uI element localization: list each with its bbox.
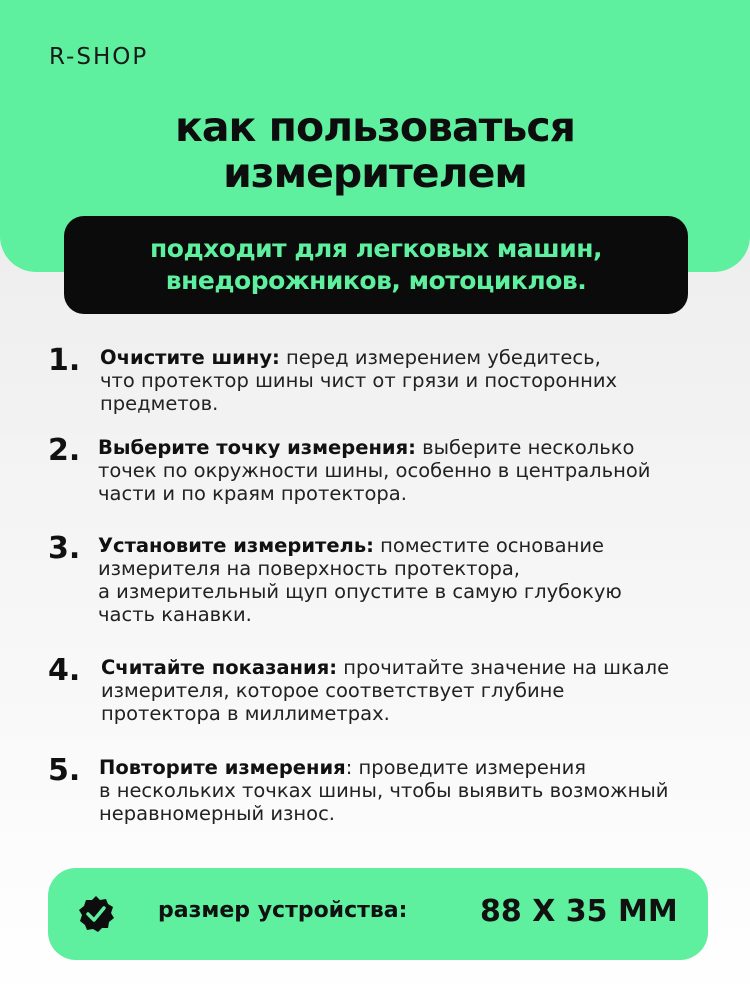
page-title-line-2: измерителем xyxy=(223,149,527,197)
device-size-value: 88 X 35 MM xyxy=(480,894,678,929)
step-heading: Очистите шину: xyxy=(100,346,280,369)
step-number: 4. xyxy=(48,653,81,688)
device-size-panel xyxy=(48,868,708,960)
page-title-line-1: как пользоваться xyxy=(175,103,575,151)
step-heading: Выберите точку измерения: xyxy=(98,436,416,459)
step-heading: Повторите измерения xyxy=(99,756,346,779)
step-number: 5. xyxy=(48,753,81,788)
check-badge-icon xyxy=(76,894,116,934)
step-text: Установите измеритель: поместите основание измерителя на поверхность протектора, а измерительный щуп опустите в самую глубокую часть канавки. xyxy=(98,534,622,626)
brand-logo: R-SHOP xyxy=(49,44,149,70)
compatibility-note-line-1: подходит для легковых машин, xyxy=(150,234,602,263)
compatibility-note-line-2: внедорожников, мотоциклов. xyxy=(165,266,587,295)
device-size-label: размер устройства: xyxy=(158,898,408,923)
step-heading: Установите измеритель: xyxy=(98,534,374,557)
step-text: Повторите измерения: проведите измерения в нескольких точках шины, чтобы выявить возможный неравномерный износ. xyxy=(99,756,669,825)
page-title xyxy=(0,104,750,196)
step-number: 3. xyxy=(48,531,81,566)
step-text: Считайте показания: прочитайте значение на шкале измерителя, которое соответствует глубине протектора в миллиметрах. xyxy=(101,656,670,725)
step-text: Очистите шину: перед измерением убедитесь, что протектор шины чист от грязи и посторонних предметов. xyxy=(100,346,618,415)
step-heading: Считайте показания: xyxy=(101,656,338,679)
step-number: 1. xyxy=(48,343,81,378)
step-number: 2. xyxy=(48,433,81,468)
compatibility-note xyxy=(64,216,688,314)
step-text: Выберите точку измерения: выберите несколько точек по окружности шины, особенно в центральной части и по краям протектора. xyxy=(98,436,651,505)
